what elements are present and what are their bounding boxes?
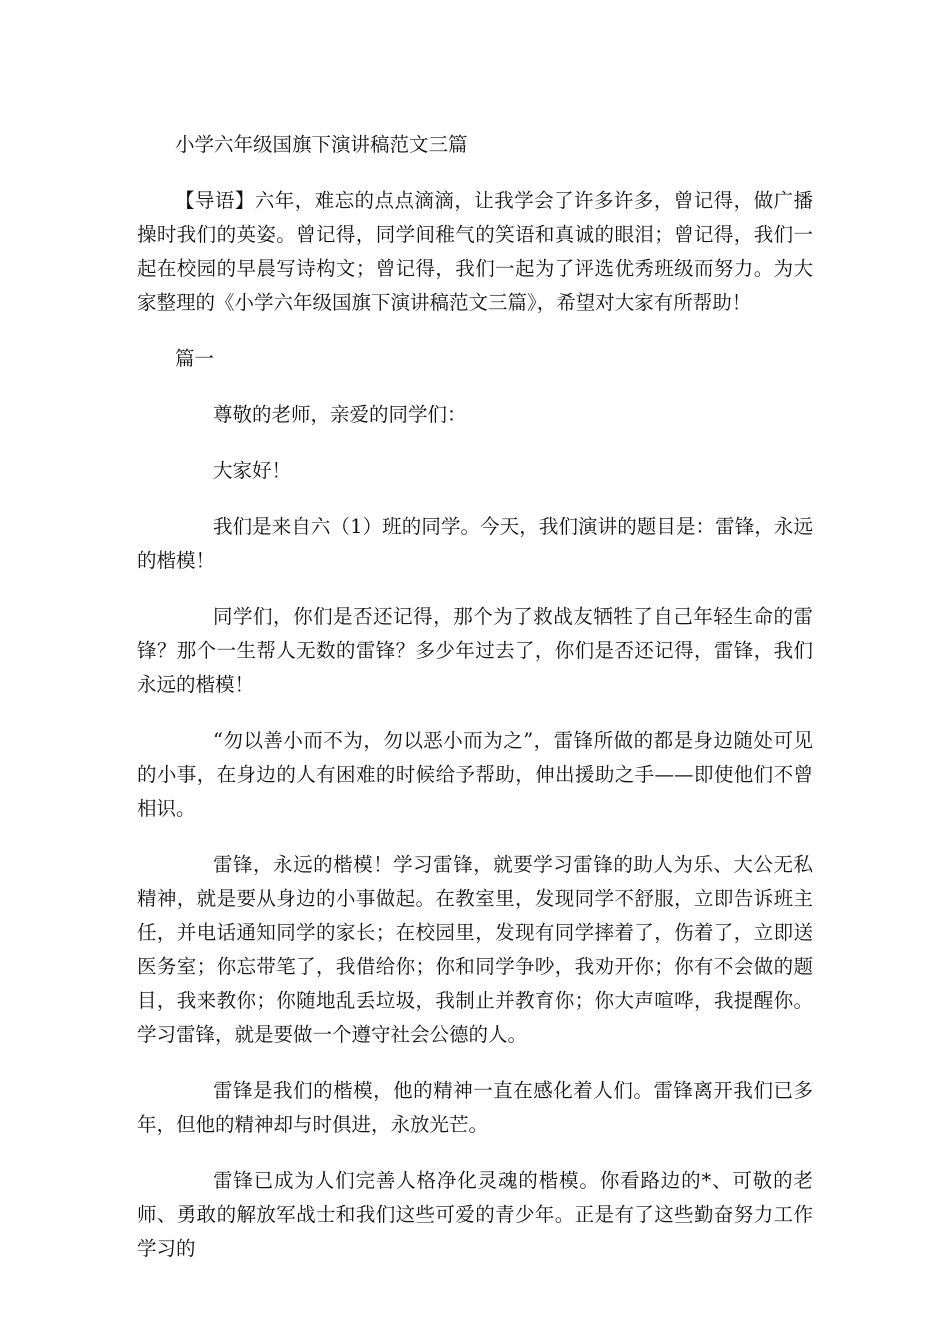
body-paragraph-6: 雷锋已成为人们完善人格净化灵魂的楷模。你看路边的*、可敬的老师、勇敢的解放军战士和我们这些可爱的青少年。正是有了这些勤奋努力工作学习的: [137, 1169, 813, 1260]
page-title: 小学六年级国旗下演讲稿范文三篇: [175, 133, 468, 156]
body-paragraph-5: 雷锋是我们的楷模，他的精神一直在感化着人们。雷锋离开我们已多年，但他的精神却与时俱进，永放光芒。: [137, 1079, 813, 1136]
body-paragraph-2: 同学们，你们是否还记得，那个为了救战友牺牲了自己年轻生命的雷锋？那个一生帮人无数的雷锋？多少年过去了，你们是否还记得，雷锋，我们永远的楷模！: [137, 605, 813, 696]
body-paragraph-1: 我们是来自六（1）班的同学。今天，我们演讲的题目是：雷锋，永远的楷模！: [137, 515, 813, 572]
document-content: [137, 128, 813, 1288]
intro-paragraph: 【导语】六年，难忘的点点滴滴，让我学会了许多许多，曾记得，做广播操时我们的英姿。曾记得，同学间稚气的笑语和真诚的眼泪；曾记得，我们一起在校园的早晨写诗构文；曾记得，我们一起为了评选优秀班级而努力。为大家整理的《小学六年级国旗下演讲稿范文三篇》，希望对大家有所帮助！: [137, 189, 813, 314]
salutation: 尊敬的老师，亲爱的同学们：: [213, 403, 467, 426]
greeting: 大家好！: [213, 459, 292, 482]
body-paragraph-3: “勿以善小而不为，勿以恶小而为之”，雷锋所做的都是身边随处可见的小事，在身边的人有困难的时候给予帮助，伸出援助之手——即使他们不曾相识。: [137, 729, 813, 820]
section-heading: 篇一: [175, 347, 215, 370]
body-paragraph-4: 雷锋，永远的楷模！学习雷锋，就要学习雷锋的助人为乐、大公无私精神，就是要从身边的小事做起。在教室里，发现同学不舒服，立即告诉班主任，并电话通知同学的家长；在校园里，发现有同学摔着了，伤着了，立即送医务室；你忘带笔了，我借给你；你和同学争吵，我劝开你；你有不会做的题目，我来教你；你随地乱丢垃圾，我制止并教育你；你大声喧哗，我提醒你。学习雷锋，就是要做一个遵守社会公德的人。: [137, 853, 813, 1046]
